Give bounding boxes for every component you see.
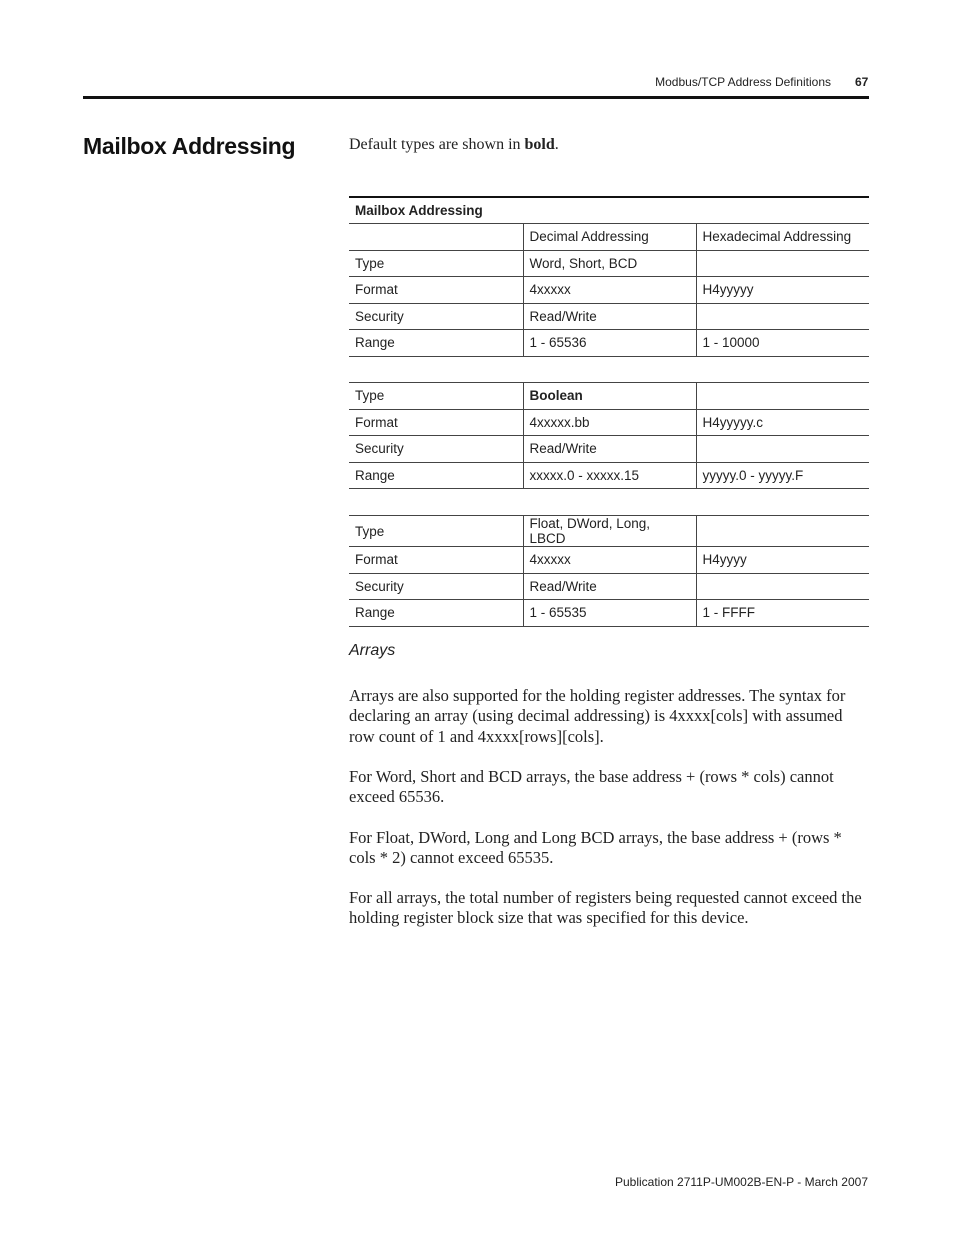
table-cell: Type [349, 516, 523, 547]
table-header-cell: Hexadecimal Addressing [696, 224, 869, 251]
table-cell: 1 - 10000 [696, 330, 869, 357]
table-cell: Format [349, 277, 523, 304]
table-header-row [349, 224, 869, 251]
arrays-heading: Arrays [349, 642, 396, 659]
arrays-paragraph: For Float, DWord, Long and Long BCD arrays, the base address + (rows * cols * 2) cannot exceed 65535. [349, 828, 842, 868]
table-cell: H4yyyyy.c [696, 409, 869, 436]
table-cell: 1 - FFFF [696, 600, 869, 627]
table-row [349, 330, 869, 357]
table-cell: yyyyy.0 - yyyyy.F [696, 462, 869, 489]
table-cell [696, 516, 869, 547]
table-row [349, 462, 869, 489]
table-cell: Format [349, 409, 523, 436]
table-caption: Mailbox Addressing [349, 197, 869, 224]
mailbox-table-float [349, 515, 869, 627]
table-cell: Security [349, 303, 523, 330]
intro-bold: bold [524, 136, 555, 153]
section-title: Mailbox Addressing [83, 133, 296, 159]
table-cell: Read/Write [523, 436, 696, 463]
table-cell: Format [349, 547, 523, 574]
table-cell: Range [349, 600, 523, 627]
page-number: 67 [855, 75, 869, 89]
table-header-cell [349, 224, 523, 251]
table-cell: Word, Short, BCD [523, 250, 696, 277]
table-cell [696, 573, 869, 600]
table-row [349, 383, 869, 410]
table-cell [696, 436, 869, 463]
table-cell: xxxxx.0 - xxxxx.15 [523, 462, 696, 489]
intro-text [349, 136, 559, 154]
arrays-paragraph: For Word, Short and BCD arrays, the base address + (rows * cols) cannot exceed 65536. [349, 767, 834, 807]
intro-suffix: . [554, 136, 559, 153]
table-cell: 4xxxxx [523, 277, 696, 304]
table-cell: 4xxxxx.bb [523, 409, 696, 436]
table-row [349, 516, 869, 547]
table-header-cell: Decimal Addressing [523, 224, 696, 251]
table-cell [696, 250, 869, 277]
table-row [349, 573, 869, 600]
table-cell: Type [349, 383, 523, 410]
mailbox-table-word [349, 196, 869, 357]
running-header-title: Modbus/TCP Address Definitions [655, 75, 831, 89]
table-row [349, 250, 869, 277]
table-cell: Float, DWord, Long, LBCD [523, 516, 696, 547]
table-cell: Read/Write [523, 303, 696, 330]
table-row [349, 600, 869, 627]
table-row [349, 303, 869, 330]
table-cell: Type [349, 250, 523, 277]
table-cell: 1 - 65535 [523, 600, 696, 627]
header-rule [83, 96, 869, 99]
table-caption-row [349, 197, 869, 224]
table-cell: 4xxxxx [523, 547, 696, 574]
table-row [349, 409, 869, 436]
table-cell [696, 303, 869, 330]
table-row [349, 547, 869, 574]
table-cell [696, 383, 869, 410]
table-cell: Range [349, 462, 523, 489]
table-cell: H4yyyyy [696, 277, 869, 304]
table-cell: Read/Write [523, 573, 696, 600]
table-row [349, 436, 869, 463]
table-cell: H4yyyy [696, 547, 869, 574]
arrays-paragraph: Arrays are also supported for the holding register addresses. The syntax for declaring an array (using decimal addressing) is 4xxxx[cols] with assumed row count of 1 and 4xxxx[rows][cols]. [349, 686, 846, 746]
table-cell: Security [349, 573, 523, 600]
table-cell-default-type: Boolean [523, 383, 696, 410]
mailbox-table-boolean [349, 382, 869, 489]
table-cell: Range [349, 330, 523, 357]
intro-prefix: Default types are shown in [349, 136, 525, 153]
arrays-paragraph: For all arrays, the total number of registers being requested cannot exceed the holding register block size that was specified for this device. [349, 888, 862, 928]
table-cell: Security [349, 436, 523, 463]
table-cell: 1 - 65536 [523, 330, 696, 357]
publication-footer: Publication 2711P-UM002B-EN-P - March 2007 [614, 1175, 868, 1189]
table-row [349, 277, 869, 304]
